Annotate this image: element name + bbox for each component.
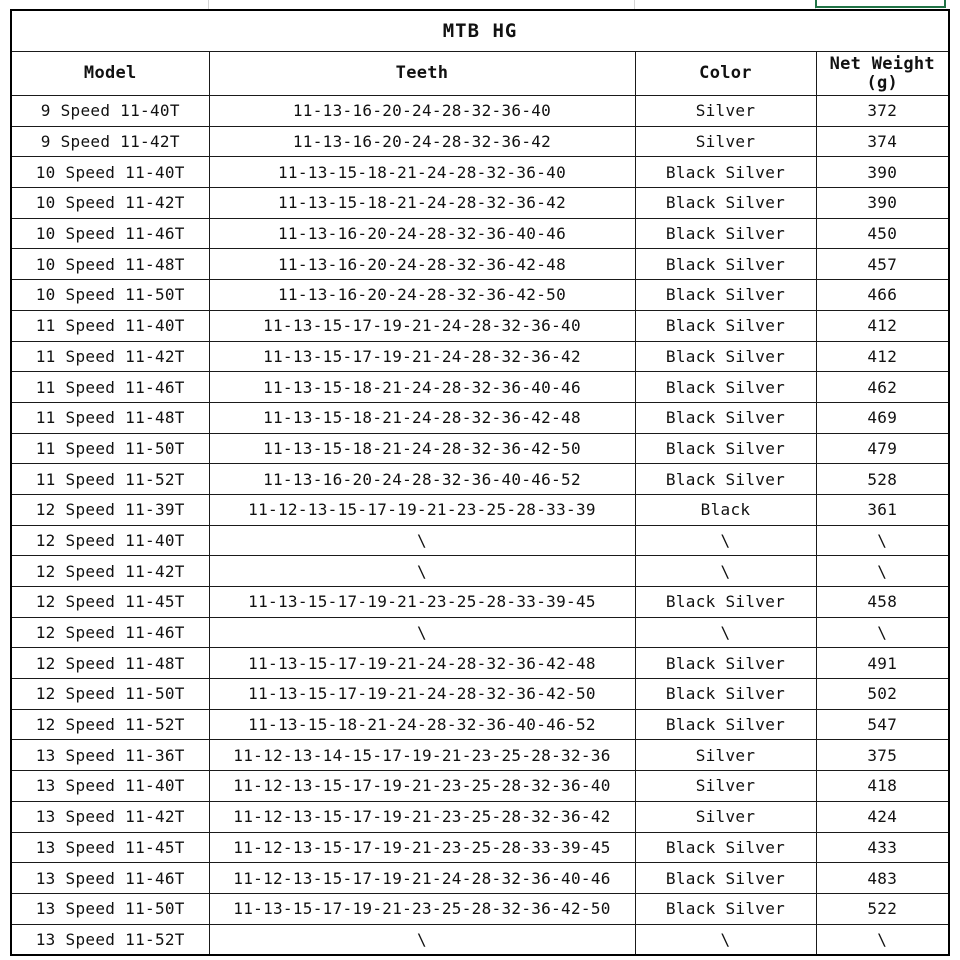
cell-color[interactable]: Black Silver bbox=[635, 464, 816, 495]
cell-weight[interactable]: 372 bbox=[816, 96, 949, 127]
cell-teeth[interactable]: 11-13-15-18-21-24-28-32-36-42 bbox=[209, 188, 635, 219]
cell-model[interactable]: 12 Speed 11-48T bbox=[11, 648, 209, 679]
table-row bbox=[11, 280, 949, 311]
cell-teeth[interactable]: 11-12-13-15-17-19-21-23-25-28-32-36-40 bbox=[209, 771, 635, 802]
cell-weight[interactable]: 424 bbox=[816, 801, 949, 832]
cell-weight[interactable]: 412 bbox=[816, 341, 949, 372]
cassette-table bbox=[10, 9, 950, 956]
cell-teeth[interactable]: 11-13-15-17-19-21-24-28-32-36-42 bbox=[209, 341, 635, 372]
table-title-row bbox=[11, 10, 949, 52]
table-row bbox=[11, 801, 949, 832]
cell-weight[interactable]: 491 bbox=[816, 648, 949, 679]
table-row bbox=[11, 740, 949, 771]
cell-weight[interactable]: 390 bbox=[816, 188, 949, 219]
table-row bbox=[11, 679, 949, 710]
cell-color[interactable]: Silver bbox=[635, 801, 816, 832]
cell-model[interactable]: 12 Speed 11-39T bbox=[11, 494, 209, 525]
cell-weight[interactable]: 361 bbox=[816, 494, 949, 525]
cell-color[interactable]: Black Silver bbox=[635, 402, 816, 433]
table-row bbox=[11, 556, 949, 587]
cell-color[interactable]: Black Silver bbox=[635, 280, 816, 311]
cell-color[interactable]: Black Silver bbox=[635, 249, 816, 280]
cell-model[interactable]: 11 Speed 11-50T bbox=[11, 433, 209, 464]
table-title[interactable]: MTB HG bbox=[11, 10, 949, 52]
cell-teeth[interactable]: 11-12-13-15-17-19-21-23-25-28-33-39 bbox=[209, 494, 635, 525]
cell-model[interactable]: 13 Speed 11-50T bbox=[11, 893, 209, 924]
cell-color[interactable]: Silver bbox=[635, 740, 816, 771]
cell-color[interactable]: \ bbox=[635, 617, 816, 648]
cell-model[interactable]: 12 Speed 11-40T bbox=[11, 525, 209, 556]
cell-color[interactable]: Black Silver bbox=[635, 433, 816, 464]
cell-weight[interactable]: 528 bbox=[816, 464, 949, 495]
cell-model[interactable]: 10 Speed 11-50T bbox=[11, 280, 209, 311]
header-row bbox=[11, 52, 949, 96]
cell-teeth[interactable]: 11-13-15-17-19-21-23-25-28-32-36-42-50 bbox=[209, 893, 635, 924]
cell-model[interactable]: 12 Speed 11-46T bbox=[11, 617, 209, 648]
cell-teeth[interactable]: 11-13-15-18-21-24-28-32-36-40 bbox=[209, 157, 635, 188]
cell-weight[interactable]: 457 bbox=[816, 249, 949, 280]
cell-model[interactable]: 10 Speed 11-42T bbox=[11, 188, 209, 219]
cell-model[interactable]: 12 Speed 11-50T bbox=[11, 679, 209, 710]
cell-color[interactable]: \ bbox=[635, 556, 816, 587]
table-row bbox=[11, 402, 949, 433]
table-row bbox=[11, 310, 949, 341]
cell-weight[interactable]: 390 bbox=[816, 157, 949, 188]
table-row bbox=[11, 494, 949, 525]
cell-color[interactable]: Black Silver bbox=[635, 832, 816, 863]
cell-model[interactable]: 11 Speed 11-46T bbox=[11, 372, 209, 403]
header-teeth[interactable]: Teeth bbox=[209, 52, 635, 96]
table-row bbox=[11, 893, 949, 924]
cell-color[interactable]: \ bbox=[635, 924, 816, 955]
table-row bbox=[11, 126, 949, 157]
cell-model[interactable]: 12 Speed 11-45T bbox=[11, 587, 209, 618]
header-net-weight[interactable] bbox=[816, 52, 949, 96]
cell-weight[interactable]: 375 bbox=[816, 740, 949, 771]
table-row bbox=[11, 709, 949, 740]
cell-weight[interactable]: 547 bbox=[816, 709, 949, 740]
cell-weight[interactable]: \ bbox=[816, 924, 949, 955]
cell-color[interactable]: Silver bbox=[635, 126, 816, 157]
cell-teeth[interactable]: 11-13-15-17-19-21-24-28-32-36-40 bbox=[209, 310, 635, 341]
cell-teeth[interactable]: 11-13-16-20-24-28-32-36-40-46-52 bbox=[209, 464, 635, 495]
cell-model[interactable]: 11 Speed 11-52T bbox=[11, 464, 209, 495]
cell-weight[interactable]: 458 bbox=[816, 587, 949, 618]
table-row bbox=[11, 617, 949, 648]
cell-model[interactable]: 11 Speed 11-48T bbox=[11, 402, 209, 433]
table-row bbox=[11, 587, 949, 618]
cell-teeth[interactable]: 11-13-15-17-19-21-24-28-32-36-42-50 bbox=[209, 679, 635, 710]
cell-color[interactable]: Black Silver bbox=[635, 188, 816, 219]
cell-color[interactable]: Black Silver bbox=[635, 648, 816, 679]
cell-teeth[interactable]: 11-13-16-20-24-28-32-36-40 bbox=[209, 96, 635, 127]
cell-model[interactable]: 13 Speed 11-46T bbox=[11, 863, 209, 894]
cell-teeth[interactable]: 11-13-15-18-21-24-28-32-36-42-50 bbox=[209, 433, 635, 464]
cell-weight[interactable]: 412 bbox=[816, 310, 949, 341]
cell-teeth[interactable]: 11-12-13-14-15-17-19-21-23-25-28-32-36 bbox=[209, 740, 635, 771]
cell-model[interactable]: 10 Speed 11-40T bbox=[11, 157, 209, 188]
cell-weight[interactable]: 502 bbox=[816, 679, 949, 710]
cell-color[interactable]: Black bbox=[635, 494, 816, 525]
cell-model[interactable]: 13 Speed 11-42T bbox=[11, 801, 209, 832]
cell-weight[interactable]: 433 bbox=[816, 832, 949, 863]
cell-model[interactable]: 11 Speed 11-40T bbox=[11, 310, 209, 341]
header-net-weight-line2: (g) bbox=[866, 72, 899, 93]
cell-weight[interactable]: 374 bbox=[816, 126, 949, 157]
table-row bbox=[11, 832, 949, 863]
cell-teeth[interactable]: 11-12-13-15-17-19-21-24-28-32-36-40-46 bbox=[209, 863, 635, 894]
cell-teeth[interactable]: 11-13-16-20-24-28-32-36-40-46 bbox=[209, 218, 635, 249]
cell-model[interactable]: 11 Speed 11-42T bbox=[11, 341, 209, 372]
cell-color[interactable]: Black Silver bbox=[635, 587, 816, 618]
cell-teeth[interactable]: 11-13-15-17-19-21-23-25-28-33-39-45 bbox=[209, 587, 635, 618]
cell-weight[interactable]: 479 bbox=[816, 433, 949, 464]
table-row bbox=[11, 218, 949, 249]
table-row bbox=[11, 341, 949, 372]
cell-color[interactable]: Black Silver bbox=[635, 709, 816, 740]
cell-teeth[interactable]: 11-13-16-20-24-28-32-36-42 bbox=[209, 126, 635, 157]
cell-teeth[interactable]: \ bbox=[209, 617, 635, 648]
cell-model[interactable]: 12 Speed 11-42T bbox=[11, 556, 209, 587]
cell-teeth[interactable]: 11-13-16-20-24-28-32-36-42-50 bbox=[209, 280, 635, 311]
cell-model[interactable]: 10 Speed 11-48T bbox=[11, 249, 209, 280]
cell-color[interactable]: Black Silver bbox=[635, 893, 816, 924]
table-row bbox=[11, 771, 949, 802]
table-row bbox=[11, 249, 949, 280]
cell-color[interactable]: Black Silver bbox=[635, 679, 816, 710]
cell-color[interactable]: Black Silver bbox=[635, 157, 816, 188]
cell-teeth[interactable]: \ bbox=[209, 924, 635, 955]
selected-cell[interactable] bbox=[815, 0, 946, 8]
cell-weight[interactable]: 418 bbox=[816, 771, 949, 802]
cell-color[interactable]: Black Silver bbox=[635, 863, 816, 894]
cell-color[interactable]: Silver bbox=[635, 96, 816, 127]
cell-color[interactable]: Silver bbox=[635, 771, 816, 802]
table-row bbox=[11, 96, 949, 127]
cell-color[interactable]: Black Silver bbox=[635, 372, 816, 403]
cell-model[interactable]: 12 Speed 11-52T bbox=[11, 709, 209, 740]
cell-color[interactable]: Black Silver bbox=[635, 218, 816, 249]
cell-color[interactable]: Black Silver bbox=[635, 341, 816, 372]
cell-model[interactable]: 9 Speed 11-40T bbox=[11, 96, 209, 127]
cell-model[interactable]: 13 Speed 11-40T bbox=[11, 771, 209, 802]
cell-teeth[interactable]: 11-13-15-18-21-24-28-32-36-40-46 bbox=[209, 372, 635, 403]
cell-model[interactable]: 13 Speed 11-36T bbox=[11, 740, 209, 771]
cell-teeth[interactable]: \ bbox=[209, 525, 635, 556]
table-row bbox=[11, 464, 949, 495]
header-model[interactable]: Model bbox=[11, 52, 209, 96]
cell-weight[interactable]: 522 bbox=[816, 893, 949, 924]
cell-teeth[interactable]: 11-12-13-15-17-19-21-23-25-28-32-36-42 bbox=[209, 801, 635, 832]
cell-weight[interactable]: 462 bbox=[816, 372, 949, 403]
table-row bbox=[11, 525, 949, 556]
cell-teeth[interactable]: 11-13-15-17-19-21-24-28-32-36-42-48 bbox=[209, 648, 635, 679]
cell-color[interactable]: Black Silver bbox=[635, 310, 816, 341]
cell-color[interactable]: \ bbox=[635, 525, 816, 556]
cell-teeth[interactable]: 11-12-13-15-17-19-21-23-25-28-33-39-45 bbox=[209, 832, 635, 863]
cell-teeth[interactable]: 11-13-15-18-21-24-28-32-36-40-46-52 bbox=[209, 709, 635, 740]
cell-model[interactable]: 13 Speed 11-45T bbox=[11, 832, 209, 863]
cell-weight[interactable]: 466 bbox=[816, 280, 949, 311]
cell-weight[interactable]: \ bbox=[816, 556, 949, 587]
cell-weight[interactable]: \ bbox=[816, 525, 949, 556]
table-row bbox=[11, 924, 949, 955]
cell-teeth[interactable]: \ bbox=[209, 556, 635, 587]
cell-model[interactable]: 13 Speed 11-52T bbox=[11, 924, 209, 955]
cell-model[interactable]: 9 Speed 11-42T bbox=[11, 126, 209, 157]
cell-model[interactable]: 10 Speed 11-46T bbox=[11, 218, 209, 249]
table-row bbox=[11, 433, 949, 464]
table-row bbox=[11, 188, 949, 219]
cell-weight[interactable]: 450 bbox=[816, 218, 949, 249]
table-row bbox=[11, 157, 949, 188]
cell-teeth[interactable]: 11-13-15-18-21-24-28-32-36-42-48 bbox=[209, 402, 635, 433]
cell-teeth[interactable]: 11-13-16-20-24-28-32-36-42-48 bbox=[209, 249, 635, 280]
table-row bbox=[11, 372, 949, 403]
cell-weight[interactable]: \ bbox=[816, 617, 949, 648]
table-row bbox=[11, 863, 949, 894]
cell-weight[interactable]: 483 bbox=[816, 863, 949, 894]
table-row bbox=[11, 648, 949, 679]
header-net-weight-line1: Net Weight bbox=[829, 53, 935, 74]
cell-weight[interactable]: 469 bbox=[816, 402, 949, 433]
header-color[interactable]: Color bbox=[635, 52, 816, 96]
